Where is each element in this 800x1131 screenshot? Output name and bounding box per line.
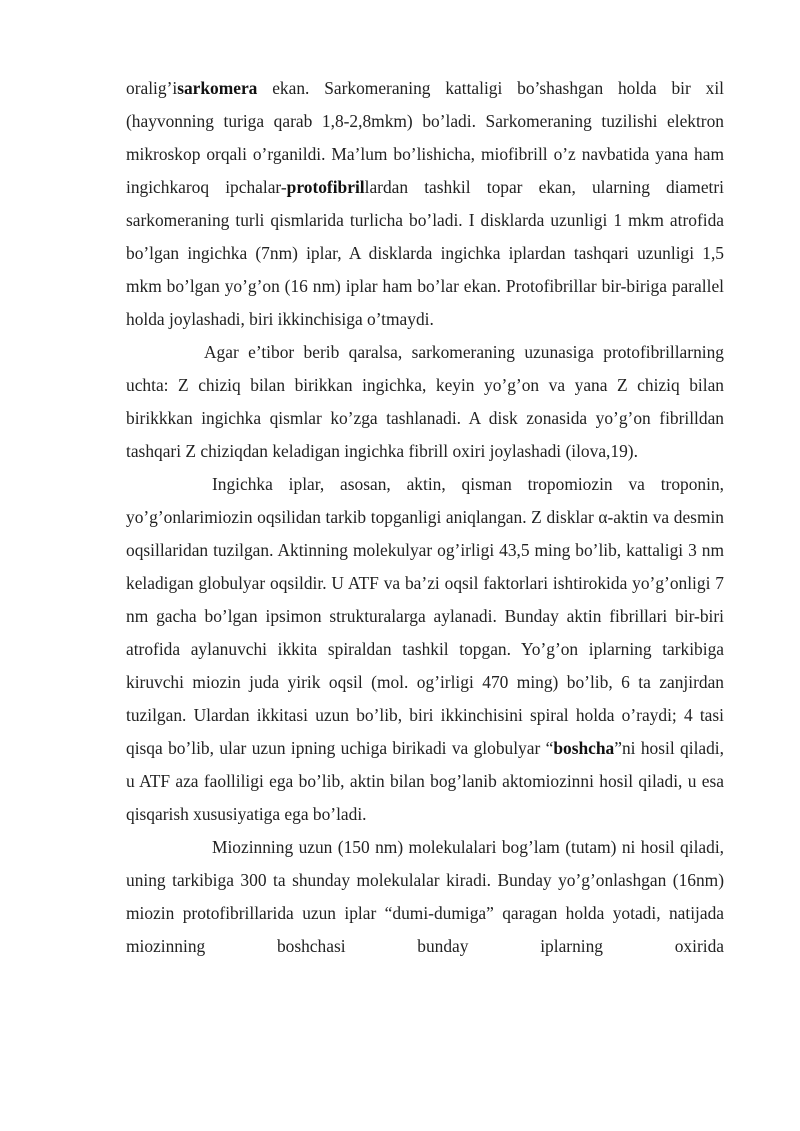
- term-protofibril: protofibril: [286, 177, 365, 197]
- text-run: oralig’i: [126, 78, 178, 98]
- text-run: Ingichka iplar, asosan, aktin, qisman tropomiozin va troponin, yo’g’onlarimiozin oqsilidan tarkib topganligi aniqlangan. Z disklar α-aktin va desmin oqsillaridan tuzilgan. Aktinning molekulyar og’irligi 43,5 ming bo’lib, kattaligi 3 nm keladigan globulyar oqsildir. U ATF va ba’zi oqsil faktorlari ishtirokida yo’g’onligi 7 nm gacha bo’lgan ipsimon strukturalarga aylanadi. Bunday aktin fibrillari bir-biri atrofida aylanuvchi ikkita spiraldan tashkil topgan. Yo’g’on iplarning tarkibiga kiruvchi miozin juda yirik oqsil (mol. og’irligi 470 ming) bo’lib, 6 ta zanjirdan tuzilgan. Ulardan ikkitasi uzun bo’lib, biri ikkinchisini spiral holda o’raydi; 4 tasi qisqa bo’lib, ular uzun ipning uchiga birikadi va globulyar “: [126, 474, 724, 758]
- term-sarkomera: sarkomera: [177, 78, 258, 98]
- paragraph-3: [126, 468, 724, 831]
- text-run: lardan tashkil topar ekan, ularning diametri sarkomeraning turli qismlarida turlicha bo’ladi. I disklarda uzunligi 1 mkm atrofida bo’lgan ingichka (7nm) iplar, A disklarda ingichka iplardan tashqari uzunligi 1,5 mkm bo’lgan yo’g’on (16 nm) iplar ham bo’lar ekan. Protofibrillar bir-biriga parallel holda joylashadi, biri ikkinchisiga o’tmaydi.: [126, 177, 725, 329]
- text-run: Agar e’tibor berib qaralsa, sarkomeraning uzunasiga protofibrillarning uchta: Z chiziq bilan birikkan ingichka, keyin yo’g’on va yana Z chiziq bilan birikkkan ingichka qismlar ko’zga tashlanadi. A disk zonasida yo’g’on fibrilldan tashqari Z chiziqdan keladigan ingichka fibrill oxiri joylashadi (ilova,19).: [126, 342, 724, 461]
- text-run: ekan. Sarkomeraning kattaligi bo’shashgan holda bir xil (hayvonning turiga qarab 1,8-2,8mkm) bo’ladi. Sarkomeraning tuzilishi elektron mikroskop orqali o’rganildi. Ma’lum bo’lishicha, miofibrill o’z navbatida yana ham ingichkaroq ipchalar-: [126, 78, 724, 197]
- document-page: [126, 72, 724, 963]
- text-run: ”ni hosil qiladi, u ATF aza faolliligi ega bo’lib, aktin bilan bog’lanib aktomiozinni hosil qiladi, u esa qisqarish xususiyatiga ega bo’ladi.: [126, 738, 724, 824]
- paragraph-1: [126, 72, 724, 336]
- paragraph-4: [126, 831, 724, 963]
- text-run: Miozinning uzun (150 nm) molekulalari bog’lam (tutam) ni hosil qiladi, uning tarkibiga 300 ta shunday molekulalar kiradi. Bunday yo’g’onlashgan (16nm) miozin protofibrillarida uzun iplar “dumi-dumiga” qaragan holda yotadi, natijada miozinning boshchasi bunday iplarning oxirida: [126, 837, 724, 956]
- paragraph-2: [126, 336, 724, 468]
- term-boshcha: boshcha: [553, 738, 615, 758]
